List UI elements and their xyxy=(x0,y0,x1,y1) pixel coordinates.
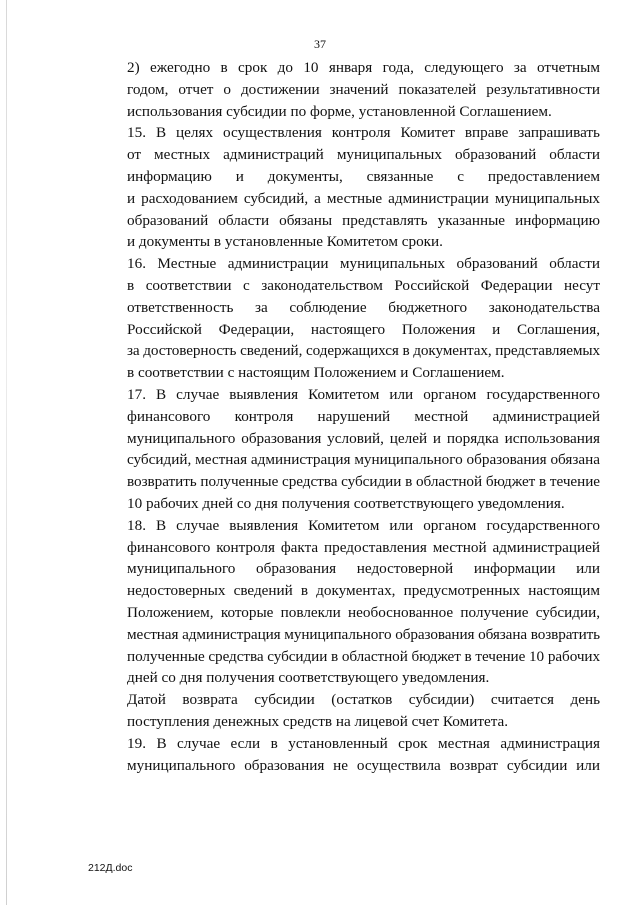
scan-edge xyxy=(6,0,7,905)
text-line: и документы в установленные Комитетом сроки. xyxy=(127,233,443,251)
text-line: субсидий, местная администрация муниципального образования обязана xyxy=(127,451,600,469)
footer-filename: 212Д.doc xyxy=(88,862,133,874)
text-line: Датой возврата субсидии (остатков субсидии) считается день xyxy=(127,691,600,709)
text-line: финансового контроля нарушений местной администрацией xyxy=(127,407,600,425)
text-line: 17. В случае выявления Комитетом или органом государственного xyxy=(127,385,600,403)
text-line: 19. В случае если в установленный срок местная администрация xyxy=(127,734,600,752)
text-line: годом, отчет о достижении значений показателей результативности xyxy=(127,80,600,98)
text-line: 15. В целях осуществления контроля Комитет вправе запрашивать xyxy=(127,124,600,142)
paragraph-16 xyxy=(88,253,600,384)
text-line: местная администрация муниципального образования обязана возвратить xyxy=(127,625,601,643)
text-line: Российской Федерации, настоящего Положения и Соглашения, xyxy=(127,320,600,338)
text-line: 18. В случае выявления Комитетом или органом государственного xyxy=(127,516,600,534)
text-line: в соответствии с законодательством Российской Федерации несут xyxy=(127,276,600,294)
paragraph-19 xyxy=(88,733,600,777)
text-line: в соответствии с настоящим Положением и Соглашением. xyxy=(127,364,505,382)
text-line: образований области обязаны представлять указанные информацию xyxy=(127,211,600,229)
text-line: информацию и документы, связанные с предоставлением xyxy=(127,167,600,185)
text-line: 10 рабочих дней со дня получения соответствующего уведомления. xyxy=(127,494,565,512)
text-line: Положением, которые повлекли необоснованное получение субсидии, xyxy=(127,603,600,621)
text-line: за достоверность сведений, содержащихся в документах, представляемых xyxy=(127,342,600,360)
text-line: и расходованием субсидий, а местные администрации муниципальных xyxy=(127,189,600,207)
text-line: муниципального образования не осуществила возврат субсидии или xyxy=(127,756,600,774)
text-line: 2) ежегодно в срок до 10 января года, следующего за отчетным xyxy=(127,59,600,76)
paragraph-18 xyxy=(88,515,600,689)
text-line: полученные средства субсидии в областной бюджет в течение 10 рабочих xyxy=(127,647,600,665)
text-line: недостоверных сведений в документах, предусмотренных настоящим xyxy=(127,582,600,600)
paragraph-15 xyxy=(88,122,600,253)
document-body xyxy=(88,57,600,776)
text-line: муниципального образования условий, целей и порядка использования xyxy=(127,429,600,447)
text-line: поступления денежных средств на лицевой счет Комитета. xyxy=(127,712,509,730)
page-number: 37 xyxy=(314,37,326,51)
text-line: финансового контроля факта предоставления местной администрацией xyxy=(127,538,600,556)
paragraph-14-item-2 xyxy=(88,57,600,122)
text-line: муниципального образования недостоверной информации или xyxy=(127,560,600,578)
text-line: от местных администраций муниципальных образований области xyxy=(127,146,600,164)
text-line: 16. Местные администрации муниципальных образований области xyxy=(127,255,600,273)
text-line: ответственность за соблюдение бюджетного законодательства xyxy=(127,298,600,316)
text-line: дней со дня получения соответствующего уведомления. xyxy=(127,669,490,687)
paragraph-18-return-date xyxy=(88,689,600,733)
paragraph-17 xyxy=(88,384,600,515)
text-line: использования субсидии по форме, установленной Соглашением. xyxy=(127,102,552,120)
text-line: возвратить полученные средства субсидии в областной бюджет в течение xyxy=(127,473,600,491)
